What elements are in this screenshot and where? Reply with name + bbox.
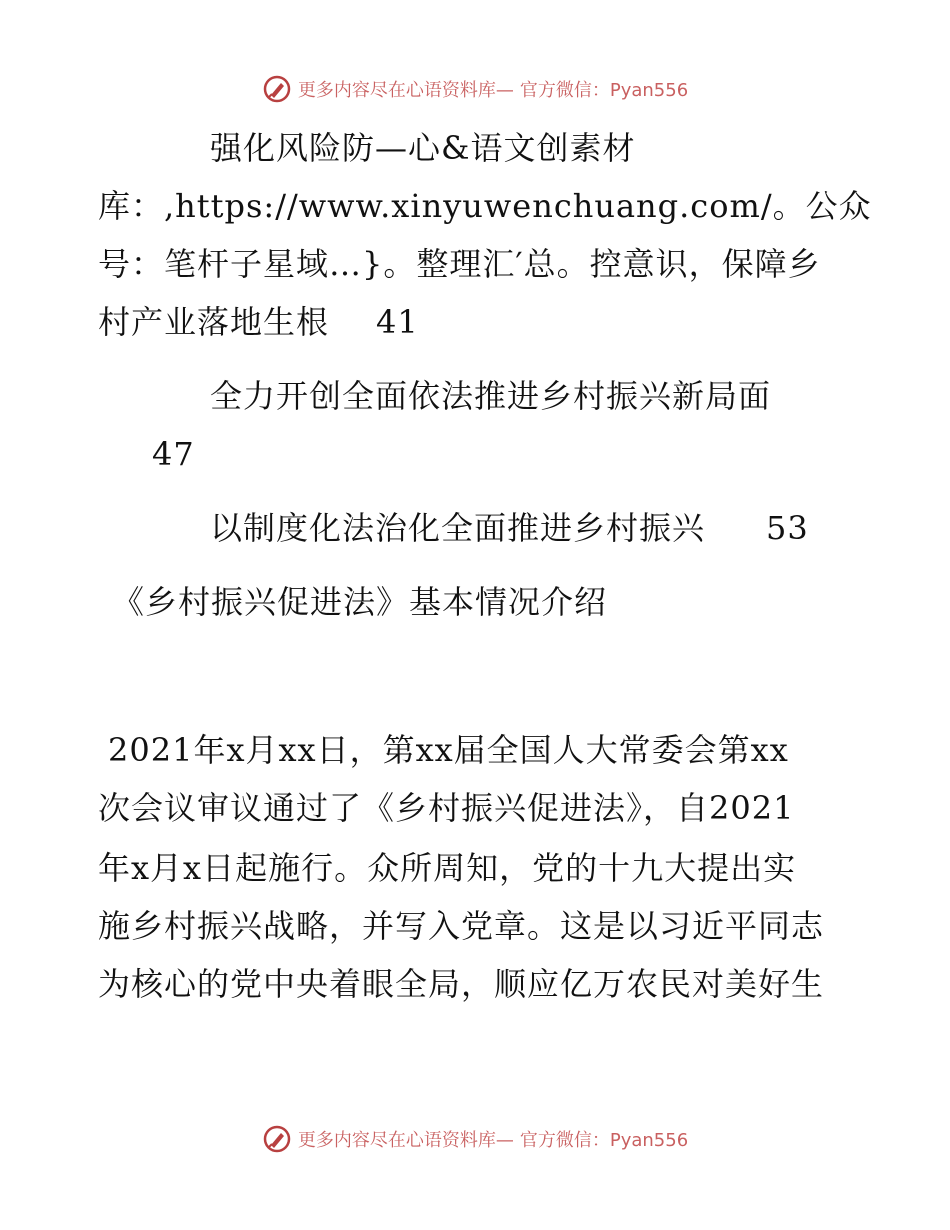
toc-entry-1-line-4: 村产业落地生根 <box>98 303 330 341</box>
article-body-line-3: 年x月x日起施行。众所周知，党的十九大提出实 <box>98 849 797 887</box>
toc-entry-1-line-3: 号：笔杆子星域…}。整理汇′总。控意识，保障乡 <box>98 245 821 283</box>
toc-entry-1-line-2: 库：,https://www.xinyuwenchuang.com/。公众 <box>98 187 872 225</box>
watermark-contact: 官方微信：Pyan556 <box>519 80 689 101</box>
toc-entry-2-page-number: 47 <box>152 435 195 473</box>
article-body-line-4: 施乡村振兴战略，并写入党章。这是以习近平同志 <box>98 907 825 945</box>
pen-nib-logo-icon <box>262 74 292 104</box>
toc-entry-2-title: 全力开创全面依法推进乡村振兴新局面 <box>210 377 772 415</box>
article-body-line-5: 为核心的党中央着眼全局，顺应亿万农民对美好生 <box>98 965 825 1003</box>
pen-nib-logo-icon <box>262 1124 292 1154</box>
toc-entry-3-page-number: 53 <box>766 509 809 547</box>
toc-entry-3-title: 以制度化法治化全面推进乡村振兴 <box>210 509 706 547</box>
watermark-contact: 官方微信：Pyan556 <box>519 1130 689 1151</box>
article-body-line-1: 2021年x月xx日，第xx届全国人大常委会第xx <box>108 731 789 769</box>
watermark-text: 更多内容尽在心语资料库— <box>297 80 514 101</box>
header-watermark <box>0 74 950 104</box>
toc-entry-1-page-number: 41 <box>376 303 419 341</box>
watermark-text: 更多内容尽在心语资料库— <box>297 1130 514 1151</box>
article-heading: 《乡村振兴促进法》基本情况介绍 <box>112 583 608 621</box>
article-body-line-2: 次会议审议通过了《乡村振兴促进法》，自2021 <box>98 789 795 827</box>
toc-entry-1-line-1: 强化风险防—心&语文创素材 <box>210 129 636 167</box>
footer-watermark <box>0 1124 950 1154</box>
